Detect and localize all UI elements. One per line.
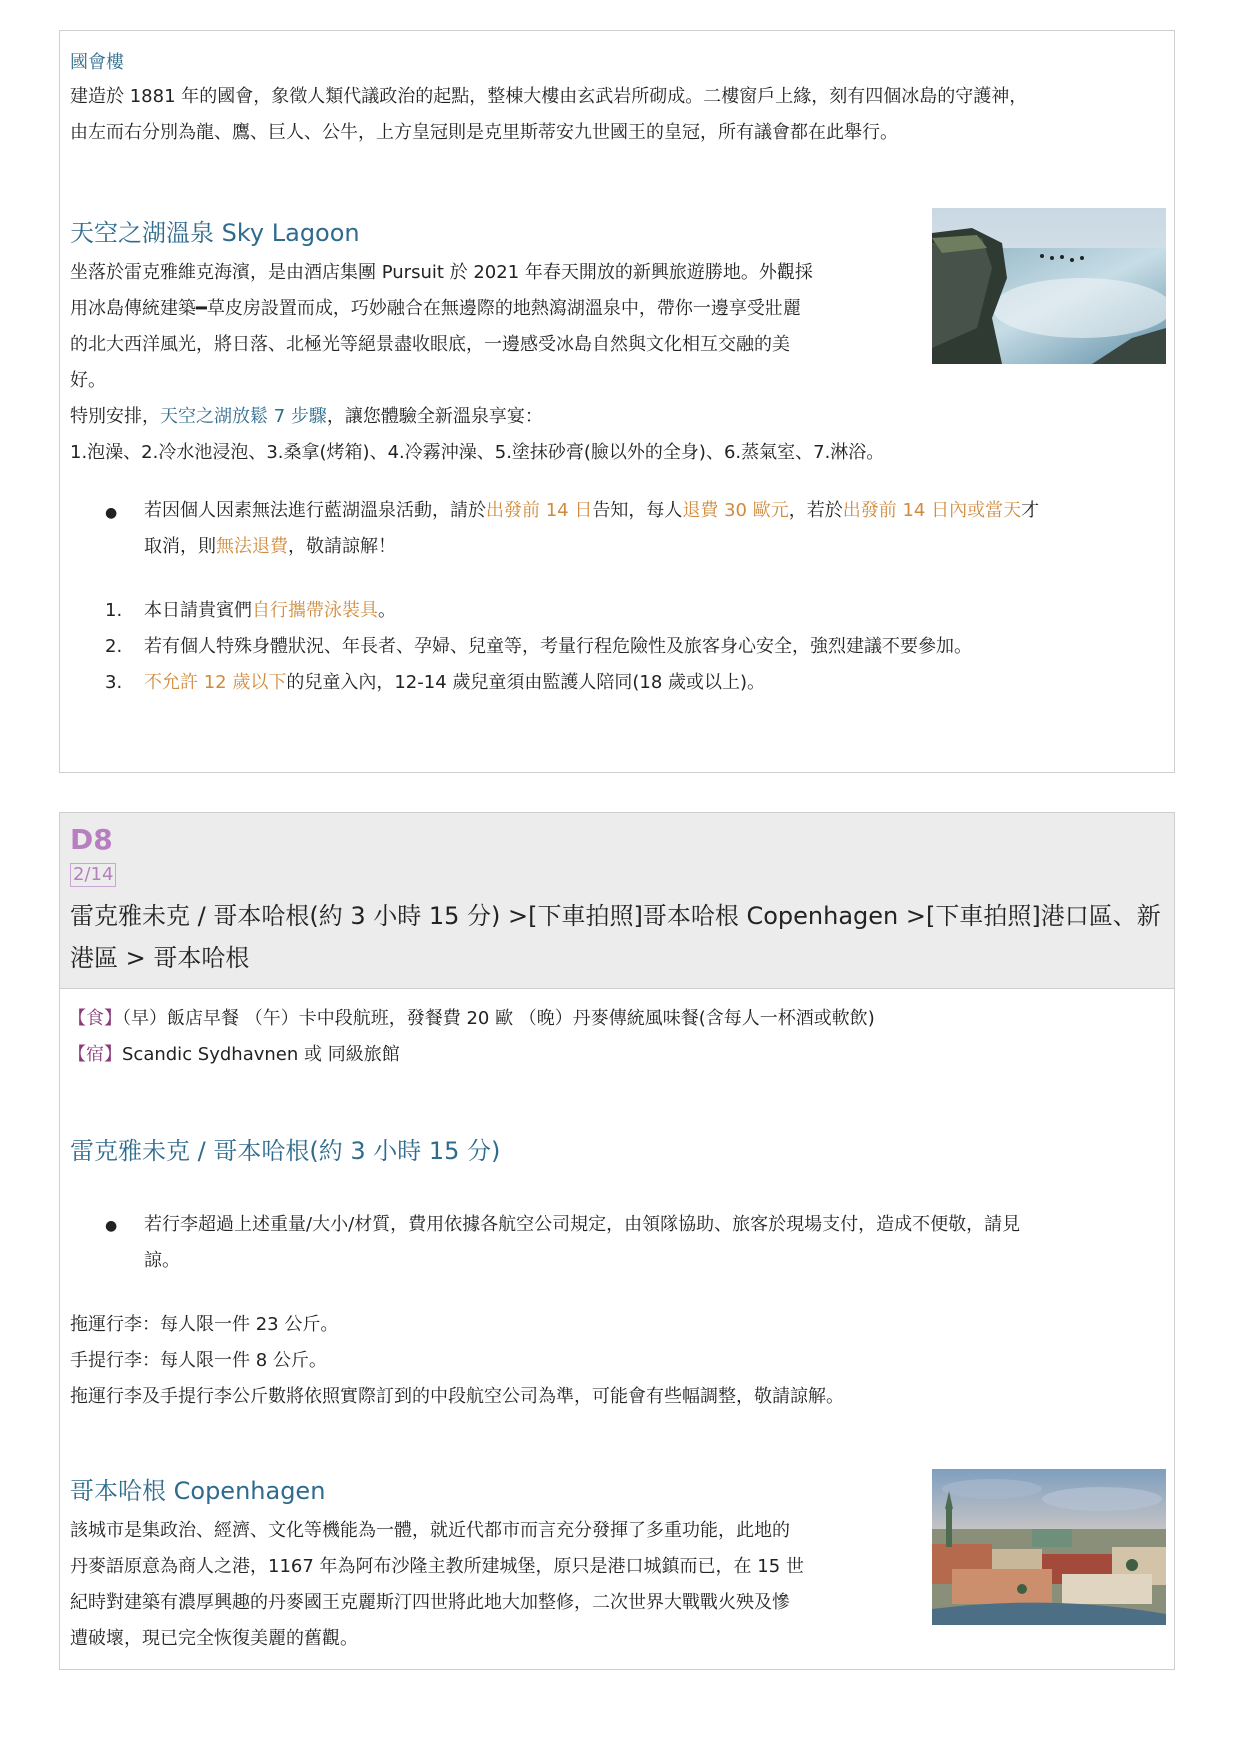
day-section — [59, 812, 1175, 1670]
refund-notice-line1: 若因個人因素無法進行藍湖溫泉活動，請於出發前 14 日告知，每人退費 30 歐元，若於出發前 14 日內或當天才 — [144, 500, 1040, 521]
meals-row: 【食】（早）飯店早餐 （午）卡中段航班，發餐費 20 歐 （晚）丹麥傳統風味餐(含每人一杯酒或軟飲) — [68, 1008, 875, 1029]
note-number: 2. — [105, 636, 123, 657]
bullet-dot: ● — [105, 505, 118, 521]
day-date: 2/14 — [70, 863, 116, 887]
sky-lagoon-photo — [932, 208, 1166, 364]
copenhagen-title: 哥本哈根 Copenhagen — [70, 1477, 326, 1505]
luggage-note: 拖運行李及手提行李公斤數將依照實際訂到的中段航空公司為準，可能會有些幅調整，敬請諒解。 — [70, 1386, 844, 1407]
sky-lagoon-section — [59, 30, 1175, 773]
parliament-desc-line2: 由左而右分別為龍、鷹、巨人、公牛，上方皇冠則是克里斯蒂安九世國王的皇冠，所有議會都在此舉行。 — [70, 122, 898, 143]
sky-lagoon-title: 天空之湖溫泉 Sky Lagoon — [70, 219, 360, 247]
copenhagen-desc-line: 紀時對建築有濃厚興趣的丹麥國王克麗斯汀四世將此地大加整修，二次世界大戰戰火殃及慘 — [70, 1592, 790, 1613]
note-number: 1. — [105, 600, 123, 621]
luggage-bullet-line1: 若行李超過上述重量/大小/材質，費用依據各航空公司規定，由領隊協助、旅客於現場支付，造成不便敬，請見 — [144, 1214, 1021, 1235]
sky-desc-line: 坐落於雷克雅維克海濱，是由酒店集團 Pursuit 於 2021 年春天開放的新興旅遊勝地。外觀採 — [70, 262, 813, 283]
day-header — [60, 813, 1174, 989]
spa-steps: 1.泡澡、2.冷水池浸泡、3.桑拿(烤箱)、4.冷霧沖澡、5.塗抹砂膏(臉以外的全身)、6.蒸氣室、7.淋浴。 — [70, 442, 885, 463]
copenhagen-desc-line: 遭破壞，現已完全恢復美麗的舊觀。 — [70, 1628, 358, 1649]
copenhagen-desc-line: 該城市是集政治、經濟、文化等機能為一體，就近代都市而言充分發揮了多重功能，此地的 — [70, 1520, 790, 1541]
special-steps-link: 天空之湖放鬆 7 步驟 — [160, 406, 327, 427]
day-route: 雷克雅未克 / 哥本哈根(約 3 小時 15 分) >[下車拍照]哥本哈根 Copenhagen >[下車拍照]港口區、新 港區 > 哥本哈根 — [70, 902, 1161, 972]
sky-desc-line: 用冰島傳統建築━草皮房設置而成，巧妙融合在無邊際的地熱瀉湖溫泉中，帶你一邊享受壯麗 — [70, 298, 801, 319]
note-item-1: 本日請貴賓們自行攜帶泳裝具。 — [144, 600, 396, 621]
refund-notice-line2: 取消，則無法退費，敬請諒解！ — [144, 536, 396, 557]
parliament-desc-line1: 建造於 1881 年的國會，象徵人類代議政治的起點，整棟大樓由玄武岩所砌成。二樓窗戶上緣，刻有四個冰島的守護神， — [70, 86, 1028, 107]
sky-desc-line: 的北大西洋風光，將日落、北極光等絕景盡收眼底，一邊感受冰島自然與文化相互交融的美 — [70, 334, 790, 355]
special-arrangement: 特別安排，天空之湖放鬆 7 步驟，讓您體驗全新溫泉享宴： — [70, 406, 543, 427]
note-item-2: 若有個人特殊身體狀況、年長者、孕婦、兒童等，考量行程危險性及旅客身心安全，強烈建議不要參加。 — [144, 636, 972, 657]
parliament-title: 國會樓 — [70, 52, 124, 73]
copenhagen-photo — [932, 1469, 1166, 1625]
bullet-dot: ● — [105, 1218, 118, 1234]
flight-title: 雷克雅未克 / 哥本哈根(約 3 小時 15 分) — [70, 1137, 501, 1165]
note-number: 3. — [105, 672, 123, 693]
luggage-bullet-line2: 諒。 — [144, 1250, 180, 1271]
hotel-tag: 【宿】 — [68, 1044, 122, 1065]
meals-tag: 【食】 — [68, 1008, 122, 1029]
checked-luggage: 拖運行李：每人限一件 23 公斤。 — [70, 1314, 339, 1335]
note-item-3: 不允許 12 歲以下的兒童入內，12-14 歲兒童須由監護人陪同(18 歲或以上)。 — [144, 672, 766, 693]
hotel-row: 【宿】Scandic Sydhavnen 或 同級旅館 — [68, 1044, 400, 1065]
sky-desc-line: 好。 — [70, 370, 106, 391]
carry-on-luggage: 手提行李：每人限一件 8 公斤。 — [70, 1350, 327, 1371]
day-label: D8 — [70, 823, 113, 856]
copenhagen-desc-line: 丹麥語原意為商人之港，1167 年為阿布沙隆主教所建城堡，原只是港口城鎮而已，在 15 世 — [70, 1556, 804, 1577]
